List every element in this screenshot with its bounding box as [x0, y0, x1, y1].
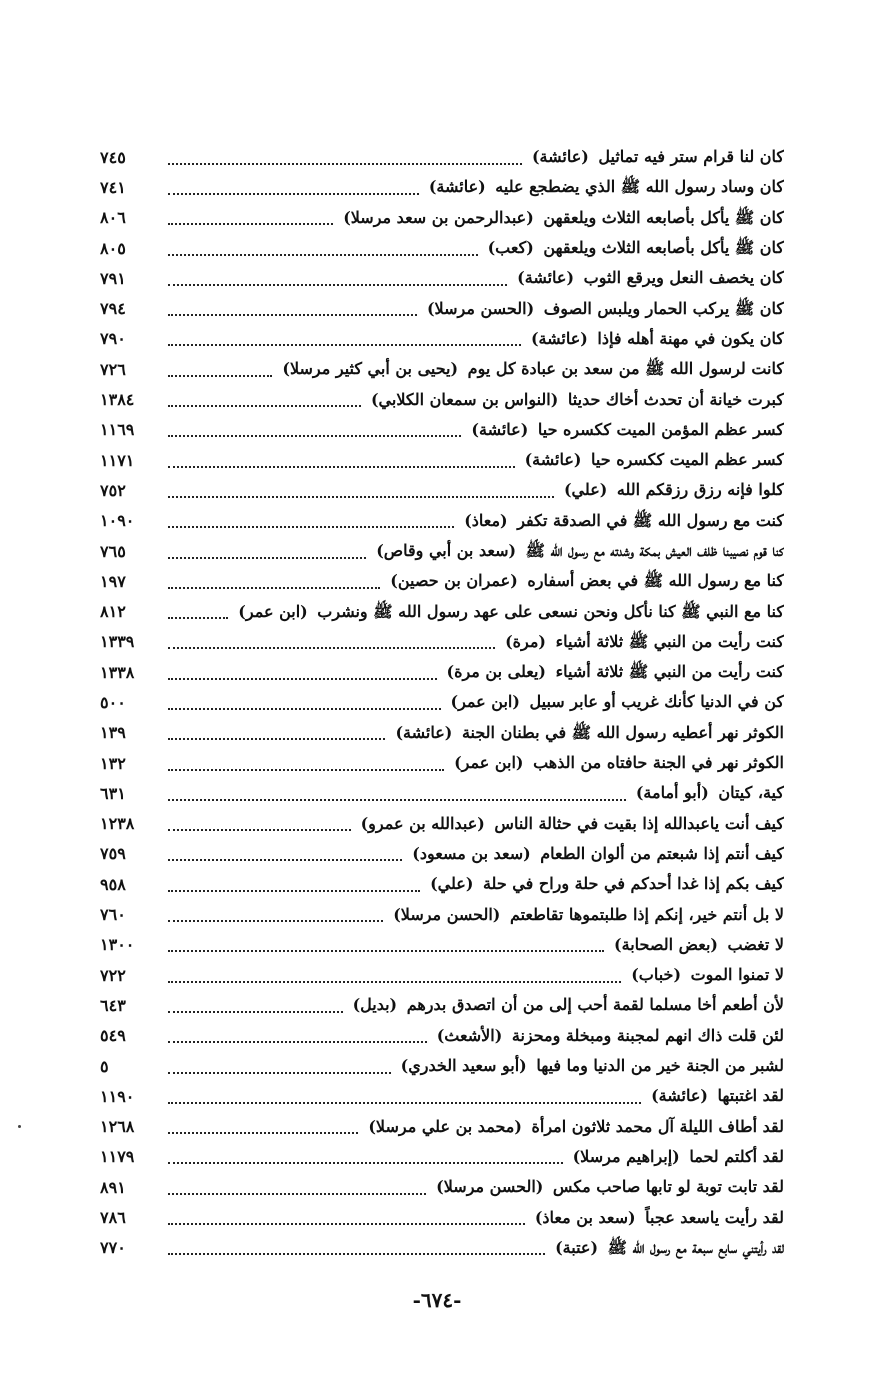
dot-leader	[168, 980, 621, 983]
entry-hadith: كنا قوم نصيبنا ظلف العيش بمكة وشدته مع رسول الله ﷺ	[525, 541, 784, 560]
entry-source: (النواس بن سمعان الكلابي)	[370, 389, 559, 409]
entry-page-number: ٥	[100, 1056, 109, 1076]
dot-leader	[168, 949, 604, 952]
dot-leader	[168, 828, 351, 831]
entry-page-number: ١١٧١	[100, 450, 135, 470]
entry-text	[401, 1056, 784, 1076]
entry-text	[636, 783, 784, 803]
entry-text	[651, 1086, 784, 1106]
entry-page-number: ١٣٣٩	[100, 632, 135, 652]
entry-source: (عائشة)	[428, 177, 486, 197]
entry-page-number: ١١٧٩	[100, 1147, 135, 1167]
dot-leader	[168, 1040, 427, 1043]
entry-hadith: كان ﷺ يركب الحمار ويلبس الصوف	[543, 298, 784, 318]
dot-leader	[168, 858, 402, 861]
entry-text	[361, 814, 784, 834]
dot-leader	[168, 737, 385, 740]
entry-hadith: كلوا فإنه رزق رزقكم الله	[616, 480, 784, 500]
entry-text	[471, 420, 784, 440]
entry-source: (الحسن مرسلا)	[393, 904, 501, 924]
entry-hadith: لقد تابت توبة لو تابها صاحب مكس	[552, 1177, 784, 1197]
index-entry	[100, 1112, 784, 1142]
entry-text	[412, 844, 784, 864]
entry-page-number: ١٣٣٨	[100, 662, 135, 682]
entry-hadith: كنت مع رسول الله ﷺ في الصدقة تكفر	[517, 510, 784, 530]
entry-page-number: ٦٤٣	[100, 995, 126, 1015]
index-entry	[100, 1233, 784, 1263]
dot-leader	[168, 1252, 545, 1255]
entry-page-number: ٧٨٦	[100, 1208, 126, 1228]
entry-page-number: ٧٢٦	[100, 359, 126, 379]
dot-leader	[168, 253, 478, 256]
entry-page-number: ٥٠٠	[100, 692, 126, 712]
index-entry	[100, 1202, 784, 1232]
dot-leader	[168, 586, 380, 589]
entry-source: (عبدالرحمن بن سعد مرسلا)	[343, 207, 534, 227]
index-entry	[100, 354, 784, 384]
dot-leader	[168, 525, 454, 528]
index-entry	[100, 899, 784, 929]
entry-hadith: لقد رأيتني سابع سبعة مع رسول الله ﷺ	[607, 1237, 784, 1257]
entry-source: (مرة)	[505, 631, 546, 651]
index-entry	[100, 203, 784, 233]
dot-leader	[168, 707, 441, 710]
entry-source: (عائشة)	[651, 1086, 708, 1106]
entry-text	[436, 1177, 784, 1197]
entry-source: (ابن عمر)	[454, 753, 524, 773]
index-entry	[100, 293, 784, 323]
entry-page-number: ٧٦٥	[100, 541, 126, 561]
entry-text	[282, 359, 784, 379]
entry-text	[525, 450, 784, 470]
index-entry	[100, 1051, 784, 1081]
dot-leader	[168, 283, 507, 286]
index-entry	[100, 1172, 784, 1202]
dot-leader	[168, 1222, 525, 1225]
index-entry	[100, 627, 784, 657]
entry-hadith: كنا مع رسول الله ﷺ في بعض أسفاره	[527, 571, 784, 591]
entry-source: (عتبة)	[555, 1237, 599, 1257]
entry-text	[371, 390, 784, 410]
dot-leader	[168, 404, 361, 407]
entry-page-number: ٧٩٤	[100, 299, 126, 319]
entry-page-number: ١٠٩٠	[100, 511, 135, 531]
entry-source: (ابن عمر)	[450, 692, 520, 712]
entry-text	[451, 692, 785, 712]
entry-text	[555, 1238, 784, 1258]
entry-source: (سعد بن أبي وقاص)	[376, 541, 517, 560]
index-entry	[100, 657, 784, 687]
entry-page-number: ١٣٨٤	[100, 390, 135, 410]
dot-leader	[168, 343, 521, 346]
dot-leader	[168, 374, 272, 377]
entry-text	[454, 753, 784, 773]
entry-page-number: ١٣٩	[100, 723, 126, 743]
index-entry	[100, 233, 784, 263]
entry-text	[573, 1147, 784, 1167]
entry-page-number: ١١٦٩	[100, 420, 135, 440]
index-entry	[100, 596, 784, 626]
entry-text	[631, 965, 784, 985]
margin-mark	[18, 1125, 21, 1128]
entry-source: (عمران بن حصين)	[390, 571, 518, 591]
entry-text	[238, 602, 784, 622]
entry-page-number: ٧٦٠	[100, 905, 126, 925]
entry-page-number: ١٢٦٨	[100, 1117, 135, 1137]
dot-leader	[168, 1161, 563, 1164]
entry-source: (عائشة)	[524, 450, 582, 470]
entry-text	[505, 632, 784, 652]
index-entry	[100, 869, 784, 899]
dot-leader	[168, 313, 417, 316]
entry-page-number: ٨٠٦	[100, 208, 126, 228]
entry-page-number: ٦٣١	[100, 783, 126, 803]
entry-text	[393, 905, 784, 925]
index-entry	[100, 1142, 784, 1172]
index-entry	[100, 506, 784, 536]
entry-hadith: كان ﷺ يأكل بأصابعه الثلاث ويلعقهن	[543, 207, 784, 227]
entry-hadith: الكوثر نهر أعطيه رسول الله ﷺ في بطنان الجنة	[461, 722, 784, 742]
entry-source: (سعد بن مسعود)	[412, 843, 531, 863]
entry-source: (خباب)	[631, 965, 682, 985]
entry-text	[343, 208, 784, 228]
entry-hadith: كان لنا قرام ستر فيه تماثيل	[598, 147, 784, 167]
entry-source: (عائشة)	[471, 419, 529, 439]
entry-page-number: ٧٩٠	[100, 329, 126, 349]
dot-leader	[168, 1101, 641, 1104]
index-entry	[100, 536, 784, 566]
entry-text	[368, 1117, 784, 1137]
entry-source: (يحيى بن أبي كثير مرسلا)	[282, 359, 459, 379]
dot-leader	[168, 1131, 358, 1134]
index-entry	[100, 324, 784, 354]
entry-page-number: ١٢٣٨	[100, 814, 135, 834]
index-entry	[100, 718, 784, 748]
dot-leader	[168, 162, 522, 165]
entry-hadith: كية، كيتان	[718, 783, 784, 803]
entry-hadith: كان وساد رسول الله ﷺ الذي يضطجع عليه	[495, 177, 784, 197]
entry-text	[437, 1026, 784, 1046]
index-entry	[100, 384, 784, 414]
entry-hadith: كانت لرسول الله ﷺ من سعد بن عبادة كل يوم	[467, 359, 784, 379]
dot-leader	[168, 768, 444, 771]
entry-text	[429, 177, 784, 197]
entry-hadith: لقد رأيت ياسعد عجباً	[645, 1207, 784, 1227]
entry-hadith: كبرت خيانة أن تحدث أخاك حديثا	[567, 389, 784, 409]
entry-page-number: ٩٥٨	[100, 874, 126, 894]
dot-leader	[168, 465, 515, 468]
entry-text	[464, 511, 784, 531]
index-entry	[100, 172, 784, 202]
entry-text	[430, 874, 784, 894]
dot-leader	[168, 495, 554, 498]
entry-hadith: كيف أنتم إذا شبعتم من ألوان الطعام	[540, 843, 784, 863]
entry-text	[447, 662, 785, 682]
index-entry	[100, 990, 784, 1020]
entry-hadith: لقد أكلتم لحما	[689, 1146, 784, 1166]
entry-page-number: ٧٥٢	[100, 480, 126, 500]
dot-leader	[168, 677, 437, 680]
entry-text	[614, 935, 784, 955]
entry-source: (بديل)	[352, 995, 398, 1015]
entry-source: (الحسن مرسلا)	[426, 298, 535, 318]
entry-hadith: كان ﷺ يأكل بأصابعه الثلاث ويلعقهن	[543, 238, 784, 258]
entry-text	[564, 480, 784, 500]
entry-text	[532, 147, 784, 167]
entry-source: (عائشة)	[531, 147, 589, 167]
entry-page-number: ٧٥٩	[100, 844, 126, 864]
entry-source: (علي)	[430, 874, 474, 894]
entry-hadith: كيف أنت ياعبدالله إذا بقيت في حثالة الناس	[494, 813, 784, 833]
entry-source: (ابن عمر)	[238, 601, 308, 621]
entry-source: (عائشة)	[530, 328, 588, 348]
dot-leader	[168, 192, 419, 195]
dot-leader	[168, 222, 333, 225]
index-entry	[100, 475, 784, 505]
dot-leader	[168, 616, 228, 619]
entry-hadith: لا تغضب	[727, 934, 784, 954]
page-number: -٦٧٤-	[412, 1288, 462, 1312]
entry-source: (أبو أمامة)	[635, 783, 709, 803]
dot-leader	[168, 646, 495, 649]
index-entry	[100, 687, 784, 717]
entry-page-number: ١٣٠٠	[100, 935, 135, 955]
entry-page-number: ٧٤٥	[100, 147, 126, 167]
entry-page-number: ١٣٢	[100, 753, 126, 773]
entry-page-number: ٨١٢	[100, 602, 126, 622]
entry-page-number: ٨٩١	[100, 1177, 126, 1197]
entry-source: (الحسن مرسلا)	[436, 1177, 544, 1197]
entry-hadith: كان يكون في مهنة أهله فإذا	[597, 328, 784, 348]
entry-hadith: لئن قلت ذاك انهم لمجبنة ومبخلة ومحزنة	[511, 1025, 784, 1045]
index-entry	[100, 445, 784, 475]
index-entry	[100, 142, 784, 172]
index-entry	[100, 839, 784, 869]
dot-leader	[168, 556, 366, 559]
dot-leader	[168, 434, 461, 437]
index-entry	[100, 809, 784, 839]
entry-page-number: ٧٢٢	[100, 965, 126, 985]
entry-hadith: لشبر من الجنة خير من الدنيا وما فيها	[536, 1056, 784, 1076]
entry-source: (الأشعث)	[436, 1025, 503, 1045]
dot-leader	[168, 1192, 426, 1195]
entry-text	[535, 1208, 784, 1228]
index-entry	[100, 960, 784, 990]
entry-source: (محمد بن علي مرسلا)	[368, 1116, 522, 1136]
entry-text	[395, 723, 784, 743]
entry-source: (سعد بن معاذ)	[534, 1207, 636, 1227]
entry-hadith: كسر عظم المؤمن الميت ككسره حيا	[537, 419, 784, 439]
dot-leader	[168, 919, 383, 922]
index-entry	[100, 566, 784, 596]
index-entry	[100, 263, 784, 293]
entry-hadith: لا بل أنتم خير، إنكم إذا طلبتموها تقاطعتم	[509, 904, 784, 924]
entry-text	[376, 541, 784, 561]
entry-source: (عبدالله بن عمرو)	[360, 813, 485, 833]
entry-hadith: كان يخصف النعل ويرقع الثوب	[583, 268, 784, 288]
entry-text	[353, 995, 784, 1015]
index-entry	[100, 778, 784, 808]
entry-page-number: ١١٩٠	[100, 1086, 135, 1106]
entry-hadith: كسر عظم الميت ككسره حيا	[591, 450, 784, 470]
entry-text	[517, 268, 784, 288]
entry-hadith: لقد أطاف الليلة آل محمد ثلاثون امرأة	[531, 1116, 784, 1136]
index-entry	[100, 1081, 784, 1111]
entry-text	[488, 238, 784, 258]
entry-text	[427, 299, 784, 319]
entry-source: (إبراهيم مرسلا)	[572, 1146, 680, 1166]
entry-hadith: كنا مع النبي ﷺ كنا نأكل ونحن نسعى على عهد رسول الله ﷺ ونشرب	[317, 601, 784, 621]
entry-hadith: لأن أطعم أخا مسلما لقمة أحب إلى من أن اتصدق بدرهم	[406, 995, 784, 1015]
entry-page-number: ٨٠٥	[100, 238, 126, 258]
dot-leader	[168, 798, 626, 801]
entry-source: (يعلى بن مرة)	[446, 662, 546, 682]
index-entry	[100, 415, 784, 445]
entry-hadith: الكوثر نهر في الجنة حافتاه من الذهب	[533, 753, 784, 773]
entry-text	[531, 329, 784, 349]
index-entry	[100, 748, 784, 778]
entry-page-number: ٧٩١	[100, 268, 126, 288]
dot-leader	[168, 889, 420, 892]
entry-source: (معاذ)	[464, 510, 508, 530]
entry-hadith: كن في الدنيا كأنك غريب أو عابر سبيل	[529, 692, 784, 712]
entry-source: (كعب)	[487, 238, 534, 258]
entry-text	[390, 571, 784, 591]
entry-page-number: ١٩٧	[100, 571, 126, 591]
entry-hadith: كيف بكم إذا غدا أحدكم في حلة وراح في حلة	[482, 874, 784, 894]
entry-page-number: ٧٤١	[100, 177, 126, 197]
entry-source: (أبو سعيد الخدري)	[400, 1056, 527, 1076]
dot-leader	[168, 1010, 343, 1013]
index-entry	[100, 1021, 784, 1051]
entry-source: (عائشة)	[395, 722, 453, 742]
entry-hadith: لقد اغتبتها	[717, 1086, 784, 1106]
entry-hadith: كنت رأيت من النبي ﷺ ثلاثة أشياء	[555, 662, 784, 682]
entry-hadith: كنت رأيت من النبي ﷺ ثلاثة أشياء	[555, 631, 784, 651]
index-entry	[100, 930, 784, 960]
entry-source: (عائشة)	[517, 268, 575, 288]
entry-source: (علي)	[563, 480, 608, 500]
entry-page-number: ٧٧٠	[100, 1238, 126, 1258]
entry-hadith: لا تمنوا الموت	[690, 965, 784, 985]
dot-leader	[168, 1071, 391, 1074]
index-list	[100, 142, 784, 1263]
entry-page-number: ٥٤٩	[100, 1026, 126, 1046]
entry-source: (بعض الصحابة)	[614, 934, 718, 954]
